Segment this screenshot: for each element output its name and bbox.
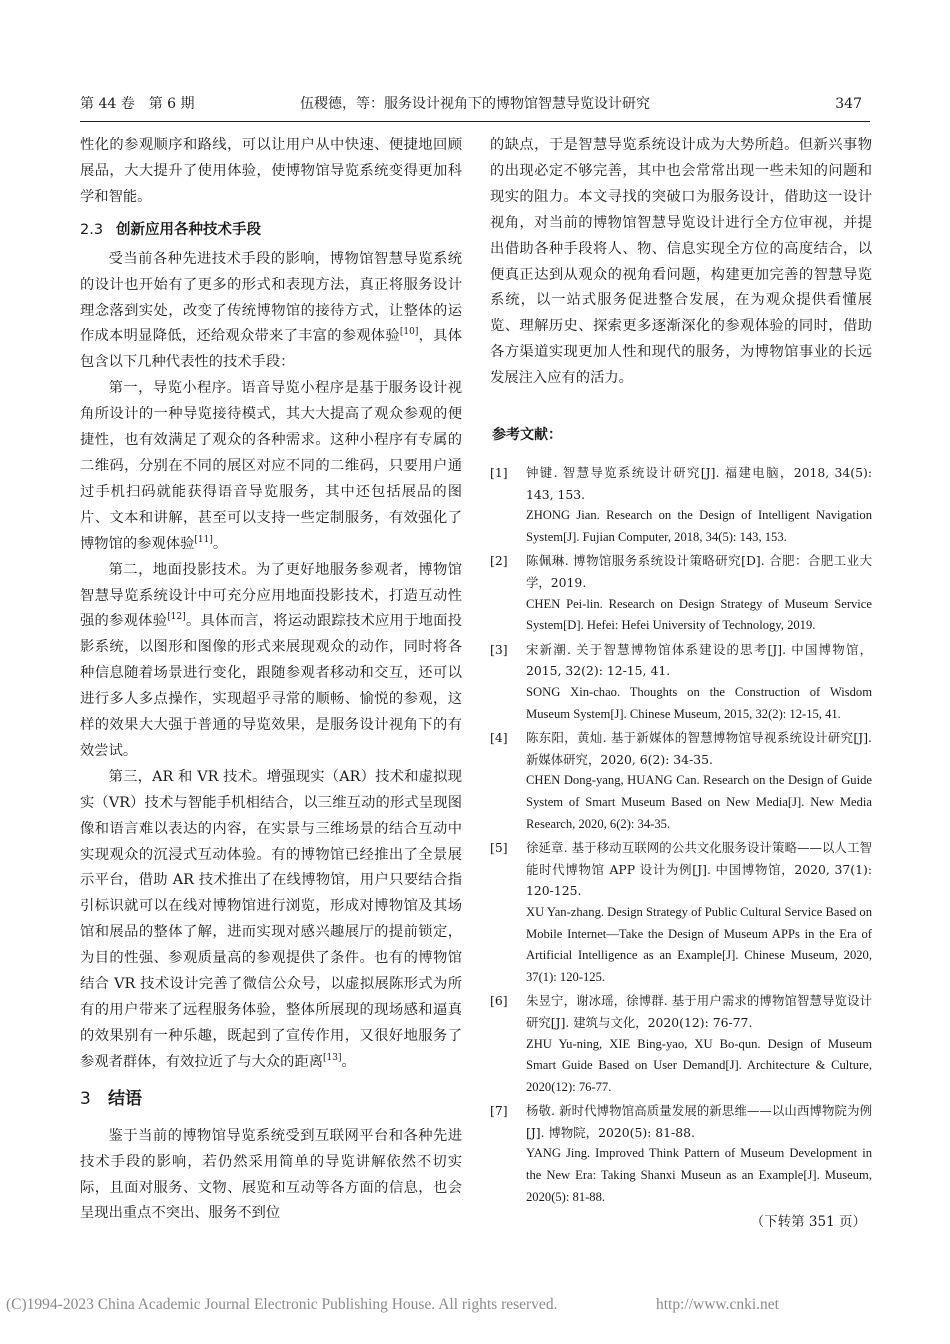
paragraph: 第三，AR 和 VR 技术。增强现实（AR）技术和虚拟现实（VR）技术与智能手机相结合，以三维互动的形式呈现图像和语言难以表达的内容，在实景与三维场景的结合互动中实现观众的沉浸式互动体验。有的博物馆已经推出了全景展示平台，借助 AR 技术推出了在线博物馆，用户只要结合指引标识就可以在线对博物馆进行浏览，形成对博物馆及其场馆和展品的整体了解，进而实现对感兴趣展厅的提前锁定，为目的性强、参观质量高的参观提供了条件。也有的博物馆结合 VR 技术设计完善了微信公众号，以虚拟展陈形式为所有的用户带来了远程服务体验，整体所展现的现场感和逼真的效果别有一种乐趣，既起到了宣传作用，又很好地服务了参观者群体，有效拉近了与大众的距离[13]。 xyxy=(80,768,462,1070)
paragraph: 第二，地面投影技术。为了更好地服务参观者，博物馆智慧导览系统设计中可充分应用地面投影技术，打造互动性强的参观体验[12]。具体而言，将运动跟踪技术应用于地面投影系统，以图形和图像的形式来展现观众的动作，同时将各种信息随着场景进行变化，跟随参观者移动和交互，还可以进行多人多点操作，实现超乎寻常的顺畅、愉悦的参观，这样的效果大大强于普通的导览效果，是服务设计视角下的有效尝试。 xyxy=(80,561,463,759)
header-rule xyxy=(80,121,870,122)
reference-chinese: 徐延章. 基于移动互联网的公共文化服务设计策略——以人工智能时代博物馆 APP 设计为例[J]. 中国博物馆，2020, 37(1): 120-125. xyxy=(526,840,872,899)
section-title: 创新应用各种技术手段 xyxy=(116,221,261,238)
reference-item xyxy=(490,1100,872,1208)
reference-number: [2] xyxy=(490,553,508,569)
reference-list xyxy=(490,462,872,1208)
page-number: 347 xyxy=(835,96,862,112)
reference-chinese: 杨敬. 新时代博物馆高质量发展的新思维——以山西博物院为例[J]. 博物院，2020(5): 81-88. xyxy=(526,1103,872,1140)
running-title: 伍稷德，等：服务设计视角下的博物馆智慧导览设计研究 xyxy=(300,96,650,112)
reference-number: [5] xyxy=(490,840,508,856)
reference-english: ZHU Yu-ning, XIE Bing-yao, XU Bo-qun. Design of Museum Smart Guide Based on User Demand[J]. Architecture & Culture, 2020(12): 76-77. xyxy=(526,1036,872,1094)
reference-item xyxy=(490,727,872,835)
reference-chinese: 朱昱宁，谢冰瑶，徐博群. 基于用户需求的博物馆智慧导览设计研究[J]. 建筑与文化，2020(12): 76-77. xyxy=(526,993,872,1030)
citation: [10] xyxy=(399,327,419,338)
reference-english: ZHONG Jian. Research on the Design of Intelligent Navigation System[J]. Fujian Computer, 2018, 34(5): 143, 153. xyxy=(526,508,872,544)
section-heading-2-3 xyxy=(80,219,462,241)
section-heading-3 xyxy=(80,1086,462,1112)
section-title: 结语 xyxy=(108,1088,142,1109)
reference-number: [6] xyxy=(490,993,508,1009)
reference-item xyxy=(490,639,872,725)
citation: [13] xyxy=(323,1053,342,1064)
section-number: 2.3 xyxy=(80,221,104,238)
paragraph: 第一，导览小程序。语音导览小程序是基于服务设计视角所设计的一种导览接待模式，其大大提高了观众参观的便捷性，也有效满足了观众的各种需求。这种小程序有专属的二维码，分别在不同的展区对应不同的二维码，只要用户通过手机扫码就能获得语音导览服务，其中还包括展品的图片、文本和讲解，甚至可以支持一些定制服务，有效强化了博物馆的参观体验[11]。 xyxy=(80,380,462,552)
citation: [12] xyxy=(167,612,186,623)
reference-english: CHEN Pei-lin. Research on Design Strategy of Museum Service System[D]. Hefei: Hefei University of Technology, 2019. xyxy=(526,596,872,633)
reference-english: XU Yan-zhang. Design Strategy of Public Cultural Service Based on Mobile Internet—Take the Design of Museum APPs in the Era of Artificial Intelligence as an Example[J]. Chinese Museum, 2020, 37(1): 120-125. xyxy=(526,904,872,984)
reference-number: [3] xyxy=(490,641,508,657)
reference-chinese: 陈东阳，黄灿. 基于新媒体的智慧博物馆导视系统设计研究[J]. 新媒体研究，2020, 6(2): 34-35. xyxy=(526,730,872,767)
reference-item xyxy=(490,462,872,548)
left-column xyxy=(80,133,462,1227)
continued-note: （下转第 351 页） xyxy=(750,1214,866,1231)
copyright-notice: (C)1994-2023 China Academic Journal Electronic Publishing House. All rights reserved. xyxy=(6,1296,558,1313)
reference-english: YANG Jing. Improved Think Pattern of Museum Development in the New Era: Taking Shanxi Museun as an Example[J]. Museum, 2020(5): 81-88. xyxy=(526,1146,872,1204)
reference-chinese: 宋新潮. 关于智慧博物馆体系建设的思考[J]. 中国博物馆，2015, 32(2): 12-15, 41. xyxy=(526,641,872,679)
reference-chinese: 陈佩琳. 博物馆服务系统设计策略研究[D]. 合肥：合肥工业大学，2019. xyxy=(526,553,872,591)
running-header xyxy=(80,93,870,115)
reference-number: [1] xyxy=(490,465,508,481)
paragraph: 受当前各种先进技术手段的影响，博物馆智慧导览系统的设计也开始有了更多的形式和表现方法，真正将服务设计理念落到实处，改变了传统博物馆的接待方式，让整体的运作成本明显降低，还给观众带来了丰富的参观体验[10]，具体包含以下几种代表性的技术手段： xyxy=(80,250,463,371)
reference-item xyxy=(490,990,872,1098)
reference-chinese: 钟键. 智慧导览系统设计研究[J]. 福建电脑，2018, 34(5): 143, 153. xyxy=(526,465,872,502)
citation: [11] xyxy=(194,534,213,545)
reference-english: SONG Xin-chao. Thoughts on the Construction of Wisdom Museum System[J]. Chinese Museum, 2015, 32(2): 12-15, 41. xyxy=(526,685,872,721)
right-column xyxy=(490,133,872,1230)
paragraph: 鉴于当前的博物馆导览系统受到互联网平台和各种先进技术手段的影响，若仍然采用简单的导览讲解依然不切实际，且面对服务、文物、展览和互动等各方面的信息，也会呈现出重点不突出、服务不到位 xyxy=(80,1127,462,1222)
reference-item xyxy=(490,550,872,636)
reference-item xyxy=(490,837,872,988)
reference-number: [4] xyxy=(490,730,508,746)
references-heading: 参考文献： xyxy=(492,427,562,444)
paragraph: 性化的参观顺序和路线，可以让用户从中快速、便捷地回顾展品，大大提升了使用体验，使博物馆导览系统变得更加科学和智能。 xyxy=(80,137,462,205)
reference-number: [7] xyxy=(490,1103,508,1119)
footer xyxy=(6,1296,950,1314)
paragraph: 的缺点，于是智慧导览系统设计成为大势所趋。但新兴事物的出现必定不够完善，其中也会常常出现一些未知的问题和现实的阻力。本文寻找的突破口为服务设计，借助这一设计视角，对当前的博物馆智慧导览设计进行全方位审视，并提出借助各种手段将人、物、信息实现全方位的高度结合，以便真正达到从观众的视角看问题，构建更加完善的智慧导览系统，以一站式服务促进整合发展，在为观众提供看懂展览、理解历史、探索更多逐渐深化的参观体验的同时，借助各方渠道实现更加人性和现代的服务，为博物馆事业的长远发展注入应有的活力。 xyxy=(490,137,872,387)
volume-issue: 第 44 卷 第 6 期 xyxy=(80,96,195,112)
section-number: 3 xyxy=(80,1088,91,1109)
footer-url: http://www.cnki.net xyxy=(656,1296,779,1313)
reference-english: CHEN Dong-yang, HUANG Can. Research on the Design of Guide System of Smart Museum Based on New Media[J]. New Media Research, 2020, 6(2): 34-35. xyxy=(526,773,872,831)
